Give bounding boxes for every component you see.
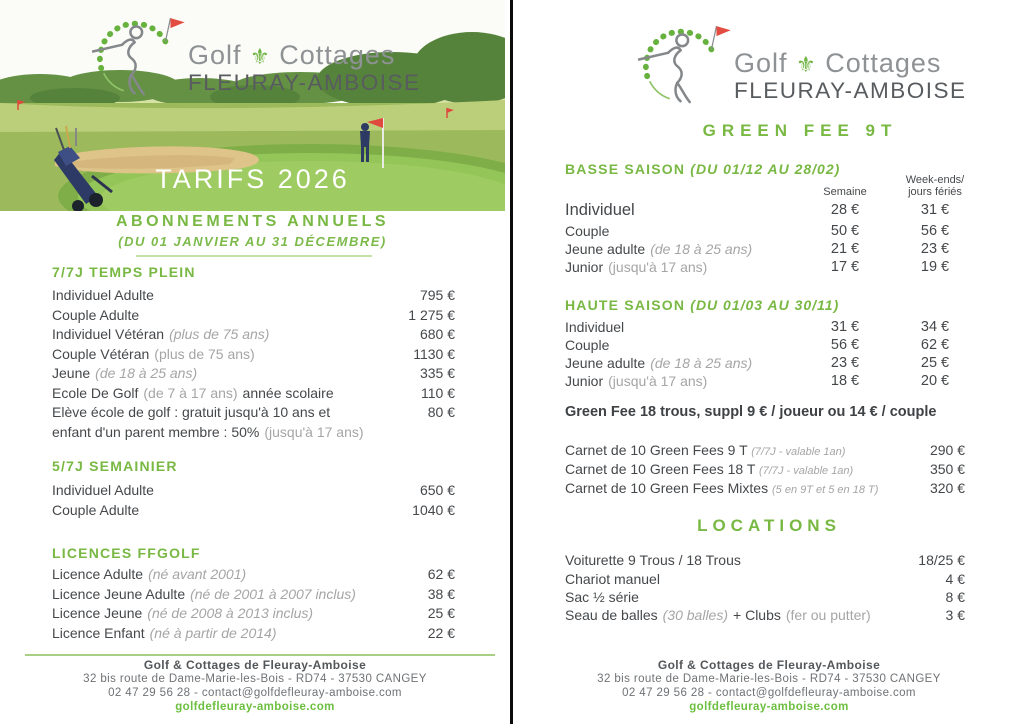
fleur-de-lis-icon: ⚜ [796, 53, 817, 78]
table-row: Licence Adulte (né avant 2001) 62 € [52, 566, 455, 582]
table-row: Seau de balles (30 balles) + Clubs (fer ou putter) 3 € [565, 607, 965, 623]
footer-website-link[interactable]: golfdefleuray-amboise.com [175, 701, 335, 713]
table-row: Carnet de 10 Green Fees 9 T (7/7J - valable 1an) 290 € [565, 442, 965, 458]
footer-company-name: Golf & Cottages de Fleuray-Amboise [143, 658, 367, 672]
brand-logo [92, 2, 421, 106]
section-title-locations: LOCATIONS [697, 516, 841, 535]
table-row: Ecole De Golf (de 7 à 17 ans) année scolaire 110 € [52, 384, 455, 401]
group-licences [52, 565, 455, 643]
group-title-haute-saison: HAUTE SAISON (DU 01/03 AU 30/11) [565, 297, 840, 313]
footer-company-name: Golf & Cottages de Fleuray-Amboise [657, 658, 881, 672]
brand-word-golf: Golf [188, 40, 242, 70]
footer [0, 658, 510, 714]
footer-website-link[interactable]: golfdefleuray-amboise.com [689, 701, 849, 713]
table-row: Junior (jusqu'à 17 ans) 17 € 19 € [565, 259, 950, 275]
page-title-green-fee: GREEN FEE 9T [702, 121, 898, 140]
group-title-licences: LICENCES FFGOLF [52, 545, 201, 561]
column-header-weekend-line1: Week-ends/ [905, 174, 965, 186]
group-semainier [52, 481, 455, 520]
page-tarifs [0, 0, 510, 724]
table-row: Individuel 31 € 34 € [565, 319, 950, 335]
divider-line [136, 255, 372, 257]
table-row: Licence Enfant (né à partir de 2014) 22 € [52, 624, 455, 641]
table-row: Jeune (de 18 à 25 ans) 335 € [52, 365, 455, 381]
table-row: Elève école de golf : gratuit jusqu'à 10 ans et 80 € [52, 404, 455, 420]
page-divider-line [510, 0, 513, 724]
column-header-semaine: Semaine [823, 186, 867, 198]
table-row: Couple Adulte 1040 € [52, 501, 455, 518]
table-row: Individuel Adulte 650 € [52, 482, 455, 498]
column-header-weekend-line2: jours fériés [908, 186, 962, 198]
brand-word-golf: Golf [734, 48, 788, 78]
footer [514, 658, 1024, 714]
golfer-icon [638, 10, 734, 114]
table-row: Sac ½ série 8 € [565, 589, 965, 605]
table-row: Jeune adulte (de 18 à 25 ans) 21 € 23 € [565, 241, 950, 257]
brand-word-cottages: Cottages [825, 48, 942, 78]
brand-title [734, 50, 967, 77]
footer-contact[interactable]: 02 47 29 56 28 - contact@golfdefleuray-amboise.com [108, 687, 402, 699]
supplement-note: Green Fee 18 trous, suppl 9 € / joueur ou 14 € / couple [565, 404, 937, 420]
group-title-basse-saison: BASSE SAISON (DU 01/12 AU 28/02) [565, 161, 841, 177]
table-row: enfant d'un parent membre : 50% (jusqu'à 17 ans) [52, 423, 364, 440]
brand-subtitle: FLEURAY-AMBOISE [734, 78, 967, 103]
table-row: Chariot manuel 4 € [565, 571, 965, 587]
group-title-semainier: 5/7J SEMAINIER [52, 458, 178, 474]
table-row: Carnet de 10 Green Fees 18 T (7/7J - valable 1an) 350 € [565, 461, 965, 477]
golfer-icon [92, 2, 188, 106]
table-row: Couple Adulte 1 275 € [52, 306, 455, 323]
table-row: Licence Jeune (né de 2008 à 2013 inclus) 25 € [52, 605, 455, 621]
table-row: Carnet de 10 Green Fees Mixtes (5 en 9T et 5 en 18 T) 320 € [565, 480, 965, 496]
table-row: Individuel 28 € 31 € [565, 201, 950, 219]
table-row: Voiturette 9 Trous / 18 Trous 18/25 € [565, 552, 965, 568]
table-row: Couple 50 € 56 € [565, 223, 950, 239]
brand-logo [638, 10, 967, 114]
group-temps-plein [52, 286, 455, 442]
table-row: Individuel Vétéran (plus de 75 ans) 680 € [52, 326, 455, 342]
group-title-temps-plein: 7/7J TEMPS PLEIN [52, 264, 196, 280]
table-row: Junior (jusqu'à 17 ans) 18 € 20 € [565, 373, 950, 389]
table-row: Licence Jeune Adulte (né de 2001 à 2007 inclus) 38 € [52, 585, 455, 602]
fleur-de-lis-icon: ⚜ [250, 45, 271, 70]
table-row: Individuel Adulte 795 € [52, 287, 455, 303]
section-title-abonnements: ABONNEMENTS ANNUELS [115, 213, 390, 230]
footer-address: 32 bis route de Dame-Marie-les-Bois - RD74 - 37530 CANGEY [597, 673, 941, 685]
table-row: Couple 56 € 62 € [565, 337, 950, 353]
table-row: Couple Vétéran (plus de 75 ans) 1130 € [52, 345, 455, 362]
table-row: Jeune adulte (de 18 à 25 ans) 23 € 25 € [565, 355, 950, 371]
brand-subtitle: FLEURAY-AMBOISE [188, 70, 421, 95]
footer-address: 32 bis route de Dame-Marie-les-Bois - RD74 - 37530 CANGEY [83, 673, 427, 685]
footer-divider [25, 654, 495, 656]
brand-word-cottages: Cottages [279, 40, 396, 70]
section-dates-abonnements: (DU 01 JANVIER AU 31 DÉCEMBRE) [118, 234, 387, 249]
brand-title [188, 42, 421, 69]
page-banner-title: TARIFS 2026 [155, 164, 350, 194]
footer-contact[interactable]: 02 47 29 56 28 - contact@golfdefleuray-amboise.com [622, 687, 916, 699]
